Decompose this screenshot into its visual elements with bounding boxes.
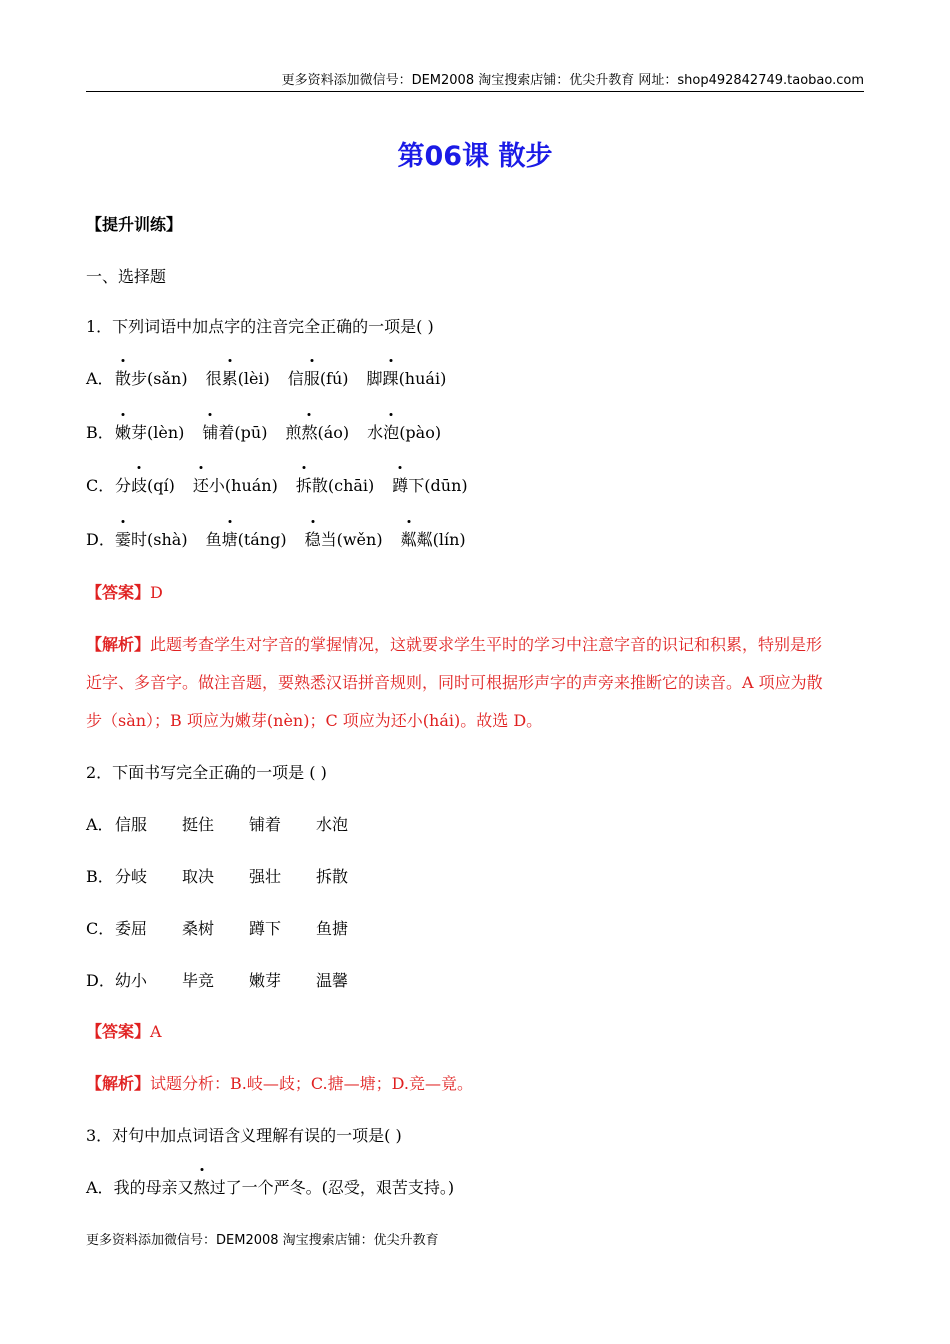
- q3-stem: 3．对句中加点词语含义理解有误的一项是( ): [86, 1126, 402, 1145]
- word-post: (pào): [399, 423, 442, 442]
- q2-option-c: [86, 916, 383, 939]
- option-word: [202, 420, 267, 443]
- option-word: 桑树: [182, 919, 215, 938]
- q1-option-b: [86, 420, 441, 443]
- option-label: C．: [86, 476, 115, 495]
- analysis-tag: 【解析】: [86, 635, 151, 654]
- option-word: [367, 366, 447, 389]
- option-word: [115, 473, 175, 496]
- q1-option-a: [86, 366, 446, 389]
- q1-analysis-line-1: [86, 632, 822, 655]
- dotted-char: 霎: [115, 527, 131, 550]
- word-post: 当(wěn): [320, 530, 383, 549]
- q1-stem: 1．下列词语中加点字的注音完全正确的一项是( ): [86, 317, 434, 336]
- option-label: B．: [86, 423, 114, 442]
- word-post: 粼(lín): [416, 530, 466, 549]
- word-post: 下(dūn): [408, 476, 468, 495]
- word-post: 小(huán): [208, 476, 278, 495]
- dotted-char: 蹲: [392, 473, 408, 496]
- option-word: [305, 527, 383, 550]
- option-word: 蹲下: [249, 919, 282, 938]
- option-word: 委屈: [115, 919, 148, 938]
- option-text-post: 过了一个严冬。(忍受，艰苦支持。): [209, 1178, 455, 1197]
- word-pre: 信: [287, 369, 304, 388]
- word-pre: 脚: [366, 369, 383, 388]
- q2-answer: [86, 1019, 162, 1042]
- word-pre: 煎: [285, 423, 302, 442]
- option-word: 温馨: [316, 971, 349, 990]
- section-heading: 一、选择题: [86, 267, 167, 286]
- word-post: 时(shà): [131, 530, 188, 549]
- option-label: D．: [86, 971, 115, 990]
- q1-analysis-line-3: 步（sàn）；B 项应为嫩芽(nèn)；C 项应为还小(hái)。故选 D。: [86, 711, 543, 730]
- option-text-pre: 我的母亲又: [113, 1178, 194, 1197]
- word-post: (áo): [317, 423, 350, 442]
- dotted-char: 散: [115, 366, 131, 389]
- word-post: (lèi): [237, 369, 270, 388]
- option-label: A．: [86, 369, 114, 388]
- q2-option-d: [86, 968, 383, 991]
- option-word: [193, 473, 278, 496]
- option-word: [115, 420, 184, 443]
- dotted-char: 嫩: [115, 420, 131, 443]
- option-word: 水泡: [316, 815, 349, 834]
- q1-answer: [86, 580, 163, 603]
- dotted-char: 熬: [301, 420, 317, 443]
- dotted-char: 塘: [222, 527, 238, 550]
- word-post: (táng): [237, 530, 287, 549]
- option-word: [285, 420, 349, 443]
- word-post: 着(pū): [218, 423, 268, 442]
- option-label: B．: [86, 867, 114, 886]
- q1-analysis-line-2: 近字、多音字。做注音题，要熟悉汉语拼音规则，同时可根据形声字的声旁来推断它的读音。A 项应为散: [86, 673, 823, 692]
- option-word: [296, 473, 374, 496]
- option-label: C．: [86, 919, 115, 938]
- word-post: 芽(lèn): [131, 423, 185, 442]
- option-word: [115, 366, 188, 389]
- option-word: 铺着: [249, 815, 282, 834]
- option-word: 分岐: [115, 867, 148, 886]
- option-word: 嫩芽: [249, 971, 282, 990]
- dotted-char: 歧: [131, 473, 147, 496]
- dotted-char: 泡: [383, 420, 399, 443]
- option-word: [206, 366, 270, 389]
- answer-value: D: [150, 583, 163, 602]
- option-word: [392, 473, 467, 496]
- dotted-char: 熬: [194, 1175, 210, 1198]
- answer-value: A: [150, 1022, 162, 1041]
- word-pre: 分: [115, 476, 132, 495]
- option-word: 信服: [115, 815, 148, 834]
- q2-option-a: [86, 812, 383, 835]
- q3-option-a: [86, 1175, 454, 1198]
- q1-option-d: [86, 527, 466, 550]
- section-tag: 【提升训练】: [86, 215, 183, 234]
- option-label: A．: [86, 1178, 114, 1197]
- word-post: 步(sǎn): [131, 369, 188, 388]
- q2-analysis: [86, 1071, 473, 1094]
- option-word: 毕竞: [182, 971, 215, 990]
- word-post: (fú): [319, 369, 349, 388]
- word-pre: 很: [205, 369, 222, 388]
- option-word: [367, 420, 441, 443]
- dotted-char: 粼: [401, 527, 417, 550]
- word-post: (qí): [147, 476, 175, 495]
- option-word: 拆散: [316, 867, 349, 886]
- option-word: [115, 527, 188, 550]
- dotted-char: 拆: [296, 473, 312, 496]
- word-post: (huái): [398, 369, 447, 388]
- option-word: [401, 527, 466, 550]
- page-title: 第06课 散步: [397, 141, 553, 172]
- option-word: 挺住: [182, 815, 215, 834]
- option-word: [288, 366, 349, 389]
- analysis-text: 试题分析：B.岐—歧；C.搪—塘；D.竞—竟。: [150, 1074, 473, 1093]
- option-label: A．: [86, 815, 114, 834]
- dotted-char: 服: [304, 366, 320, 389]
- option-word: 幼小: [115, 971, 148, 990]
- q1-option-c: [86, 473, 468, 496]
- dotted-char: 累: [222, 366, 238, 389]
- word-post: 散(chāi): [311, 476, 375, 495]
- answer-tag: 【答案】: [86, 583, 151, 602]
- option-word: 强壮: [249, 867, 282, 886]
- analysis-tag: 【解析】: [86, 1074, 151, 1093]
- dotted-char: 还: [193, 473, 209, 496]
- word-pre: 鱼: [205, 530, 222, 549]
- option-word: [206, 527, 287, 550]
- q2-stem: 2．下面书写完全正确的一项是 ( ): [86, 763, 327, 782]
- dotted-char: 踝: [383, 366, 399, 389]
- dotted-char: 稳: [305, 527, 321, 550]
- option-word: 鱼搪: [316, 919, 349, 938]
- option-word: 取决: [182, 867, 215, 886]
- analysis-text: 此题考查学生对字音的掌握情况，这就要求学生平时的学习中注意字音的识记和积累，特别是形: [150, 635, 823, 654]
- option-label: D．: [86, 530, 115, 549]
- word-pre: 水: [367, 423, 384, 442]
- answer-tag: 【答案】: [86, 1022, 151, 1041]
- page-header: 更多资料添加微信号：DEM2008 淘宝搜索店铺：优尖升教育 网址：shop492842749.taobao.com: [86, 69, 864, 92]
- dotted-char: 铺: [202, 420, 218, 443]
- page-footer: 更多资料添加微信号：DEM2008 淘宝搜索店铺：优尖升教育: [86, 1233, 439, 1248]
- q2-option-b: [86, 864, 383, 887]
